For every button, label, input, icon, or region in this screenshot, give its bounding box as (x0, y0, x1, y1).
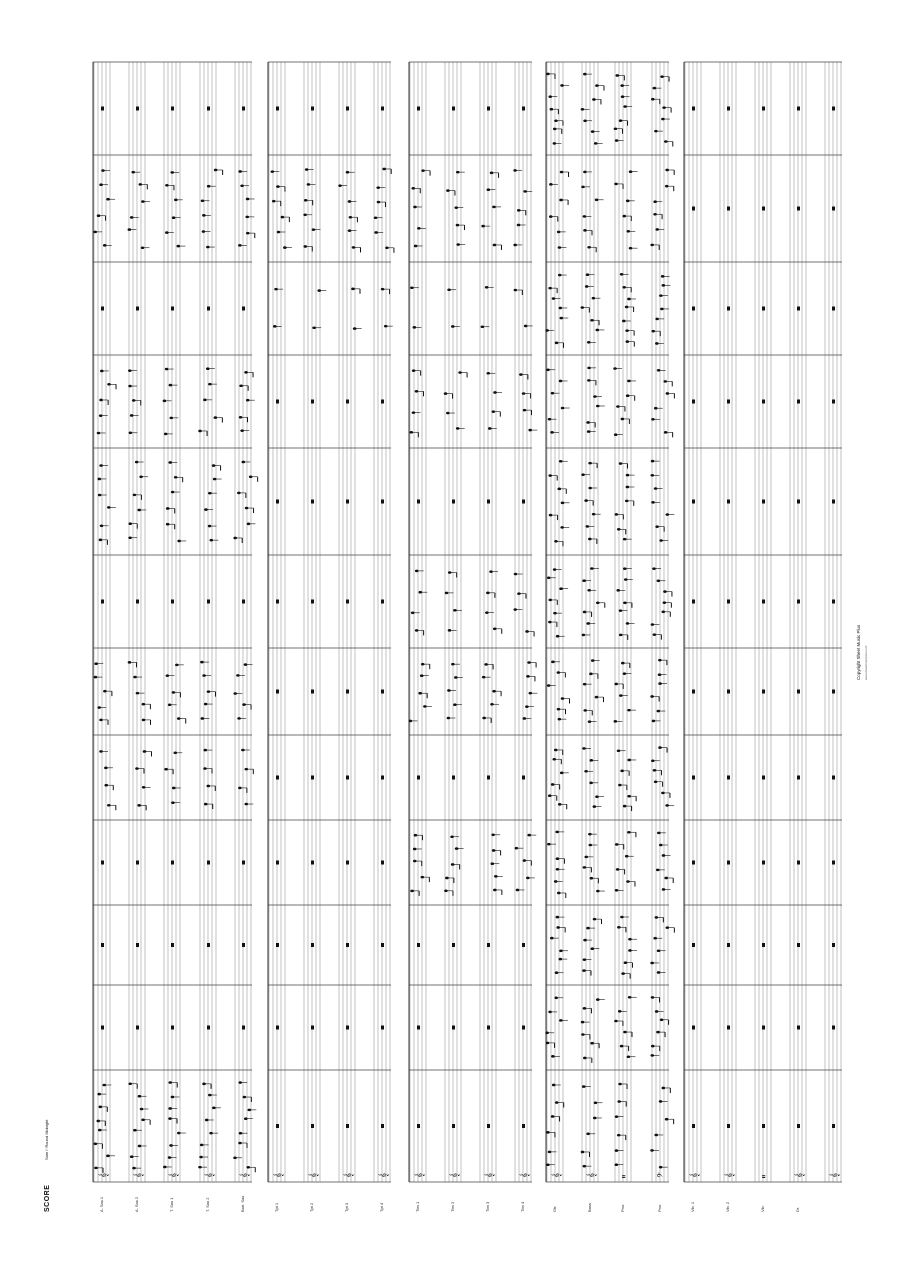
rest-mark (242, 943, 245, 947)
rest-mark (727, 107, 730, 111)
rest-mark (381, 107, 384, 111)
rest-mark (727, 690, 730, 694)
rest-mark (346, 690, 349, 694)
rest-mark (522, 500, 525, 504)
rest-mark (171, 107, 174, 111)
clef-icon: 𝄞 (485, 1172, 495, 1178)
rest-mark (832, 776, 835, 780)
rest-mark (692, 400, 695, 404)
rest-mark (311, 500, 314, 504)
rest-mark (276, 690, 279, 694)
rest-mark (381, 1124, 384, 1128)
rest-mark (101, 1026, 104, 1030)
rest-mark (276, 1026, 279, 1030)
rest-mark (276, 861, 279, 865)
rest-mark (311, 107, 314, 111)
instrument-label: Gtr. (552, 1205, 557, 1212)
rest-mark (346, 400, 349, 404)
rest-mark (522, 776, 525, 780)
instrument-label: Pno. (620, 1203, 625, 1212)
clef-icon: 𝄞 (450, 1172, 460, 1178)
rest-mark (797, 861, 800, 865)
score-label: SCORE (44, 1184, 51, 1212)
rest-mark (101, 107, 104, 111)
rest-mark (692, 600, 695, 604)
rest-mark (381, 943, 384, 947)
rest-mark (832, 690, 835, 694)
clef-icon: 𝄥 (760, 1175, 770, 1178)
rest-mark (171, 861, 174, 865)
rest-mark (242, 861, 245, 865)
rest-mark (417, 107, 420, 111)
rest-mark (136, 1026, 139, 1030)
rest-mark (276, 600, 279, 604)
rest-mark (692, 107, 695, 111)
rest-mark (101, 307, 104, 311)
rest-mark (487, 776, 490, 780)
clef-icon: 𝄞 (274, 1172, 284, 1178)
rest-mark (381, 861, 384, 865)
clef-icon: 𝄞 (795, 1172, 805, 1178)
rest-mark (522, 1124, 525, 1128)
rest-mark (276, 943, 279, 947)
rest-mark (276, 400, 279, 404)
clef-icon: 𝄞 (169, 1172, 179, 1178)
instrument-label: Bass (587, 1203, 592, 1212)
instrument-label: Tpt 2 (309, 1202, 314, 1212)
rest-mark (452, 107, 455, 111)
instrument-label: T. Sax 2 (205, 1197, 210, 1212)
rest-mark (762, 1124, 765, 1128)
rest-mark (762, 1026, 765, 1030)
rest-mark (797, 107, 800, 111)
rest-mark (346, 1124, 349, 1128)
copyright-url: www.sheetmusicplus.com (864, 645, 868, 680)
rest-mark (311, 776, 314, 780)
rest-mark (692, 861, 695, 865)
rest-mark (762, 400, 765, 404)
rest-mark (797, 600, 800, 604)
rest-mark (381, 400, 384, 404)
rest-mark (452, 500, 455, 504)
rest-mark (311, 1026, 314, 1030)
rest-mark (797, 1026, 800, 1030)
rest-mark (727, 861, 730, 865)
rest-mark (417, 943, 420, 947)
rest-mark (311, 1124, 314, 1128)
rest-mark (487, 107, 490, 111)
rest-mark (346, 107, 349, 111)
rest-mark (207, 1026, 210, 1030)
rest-mark (692, 776, 695, 780)
clef-icon: 𝄞 (587, 1172, 597, 1178)
rest-mark (692, 943, 695, 947)
rest-mark (417, 500, 420, 504)
rest-mark (346, 1026, 349, 1030)
clef-icon: 𝄞 (205, 1172, 215, 1178)
rest-mark (136, 943, 139, 947)
clef-icon: 𝄞 (309, 1172, 319, 1178)
rest-mark (242, 107, 245, 111)
rest-mark (311, 690, 314, 694)
rest-mark (762, 307, 765, 311)
rest-mark (692, 690, 695, 694)
rest-mark (171, 1026, 174, 1030)
clef-icon: 𝄞 (520, 1172, 530, 1178)
rest-mark (207, 861, 210, 865)
rest-mark (487, 943, 490, 947)
rest-mark (452, 776, 455, 780)
instrument-label: Tpt 3 (344, 1202, 349, 1212)
rest-mark (832, 400, 835, 404)
instrument-label: A. Sax 2 (134, 1196, 139, 1212)
clef-icon: 𝄥 (620, 1175, 630, 1178)
clef-icon: 𝄞 (134, 1172, 144, 1178)
rest-mark (346, 861, 349, 865)
rest-mark (452, 943, 455, 947)
rest-mark (832, 861, 835, 865)
rest-mark (207, 943, 210, 947)
rest-mark (727, 307, 730, 311)
rest-mark (762, 500, 765, 504)
rest-mark (797, 307, 800, 311)
rest-mark (136, 107, 139, 111)
rest-mark (522, 107, 525, 111)
instrument-label: Vib. 1 (690, 1201, 695, 1212)
rest-mark (762, 776, 765, 780)
instrument-label: Vib. (760, 1205, 765, 1212)
rest-mark (832, 1124, 835, 1128)
instrument-label: Tbn 2 (450, 1201, 455, 1212)
rest-mark (727, 1026, 730, 1030)
rest-mark (692, 307, 695, 311)
rest-mark (381, 500, 384, 504)
rest-mark (487, 1124, 490, 1128)
rest-mark (762, 861, 765, 865)
clef-icon: 𝄞 (725, 1172, 735, 1178)
rest-mark (727, 1124, 730, 1128)
instrument-label: Tbn 3 (485, 1201, 490, 1212)
rest-mark (276, 500, 279, 504)
rest-mark (101, 943, 104, 947)
rest-mark (276, 776, 279, 780)
rest-mark (136, 307, 139, 311)
instrument-label: Dr. (795, 1206, 800, 1212)
rest-mark (207, 600, 210, 604)
rest-mark (762, 943, 765, 947)
rest-mark (832, 500, 835, 504)
clef-icon: 𝄞 (344, 1172, 354, 1178)
clef-icon: 𝄞 (240, 1172, 250, 1178)
rest-mark (797, 500, 800, 504)
rest-mark (381, 1026, 384, 1030)
rest-mark (797, 776, 800, 780)
copyright-credit: Copyright Sheet Music Plus (856, 624, 861, 680)
rest-mark (797, 207, 800, 211)
instrument-label: Tbn 4 (520, 1201, 525, 1212)
rest-mark (136, 600, 139, 604)
clef-icon: 𝄞 (379, 1172, 389, 1178)
instrument-label: Bari. Sax (240, 1195, 245, 1212)
rest-mark (101, 861, 104, 865)
rest-mark (381, 600, 384, 604)
clef-icon: 𝄞 (415, 1172, 425, 1178)
rest-mark (727, 776, 730, 780)
rest-mark (762, 690, 765, 694)
rest-mark (276, 107, 279, 111)
instrument-label: Tbn 1 (415, 1201, 420, 1212)
rest-mark (832, 1026, 835, 1030)
instrument-label: T. Sax 1 (169, 1197, 174, 1212)
rest-mark (276, 1124, 279, 1128)
instrument-label: Tpt 4 (379, 1202, 384, 1212)
rest-mark (797, 400, 800, 404)
rest-mark (522, 943, 525, 947)
rest-mark (692, 1026, 695, 1030)
clef-icon: 𝄞 (830, 1172, 840, 1178)
rest-mark (101, 600, 104, 604)
rest-mark (832, 107, 835, 111)
rest-mark (692, 207, 695, 211)
rest-mark (136, 861, 139, 865)
rest-mark (522, 1026, 525, 1030)
instrument-label: Pno. (657, 1203, 662, 1212)
rest-mark (832, 600, 835, 604)
rest-mark (797, 1124, 800, 1128)
rest-mark (487, 1026, 490, 1030)
piece-title: Sam I 'Round Midnight (44, 1119, 49, 1160)
instrument-label: Tpt 1 (274, 1202, 279, 1212)
rest-mark (242, 1026, 245, 1030)
clef-icon: 𝄞 (690, 1172, 700, 1178)
instrument-label: A. Sax 1 (99, 1196, 104, 1212)
rest-mark (311, 943, 314, 947)
rest-mark (346, 600, 349, 604)
rest-mark (346, 943, 349, 947)
rest-mark (207, 307, 210, 311)
rest-mark (727, 943, 730, 947)
rest-mark (762, 600, 765, 604)
rest-mark (311, 861, 314, 865)
rest-mark (452, 1026, 455, 1030)
rest-mark (381, 690, 384, 694)
rest-mark (242, 307, 245, 311)
rest-mark (417, 776, 420, 780)
rest-mark (381, 776, 384, 780)
rest-mark (452, 1124, 455, 1128)
rest-mark (692, 1124, 695, 1128)
rest-mark (727, 400, 730, 404)
rest-mark (171, 943, 174, 947)
rest-mark (346, 776, 349, 780)
rest-mark (346, 500, 349, 504)
rest-mark (797, 690, 800, 694)
clef-icon: 𝄞 (552, 1172, 562, 1178)
rest-mark (207, 107, 210, 111)
rest-mark (171, 600, 174, 604)
rest-mark (692, 500, 695, 504)
clef-icon: 𝄞 (99, 1172, 109, 1178)
instrument-label: Vib. 2 (725, 1201, 730, 1212)
rest-mark (242, 600, 245, 604)
rest-mark (311, 400, 314, 404)
rest-mark (832, 207, 835, 211)
rest-mark (417, 1026, 420, 1030)
rest-mark (762, 107, 765, 111)
rest-mark (487, 500, 490, 504)
rest-mark (797, 943, 800, 947)
rest-mark (727, 207, 730, 211)
rest-mark (832, 307, 835, 311)
rest-mark (311, 600, 314, 604)
rest-mark (171, 307, 174, 311)
rest-mark (727, 600, 730, 604)
rest-mark (727, 500, 730, 504)
rest-mark (417, 1124, 420, 1128)
rest-mark (832, 943, 835, 947)
rest-mark (762, 207, 765, 211)
clef-icon: 𝄢 (657, 1172, 667, 1178)
